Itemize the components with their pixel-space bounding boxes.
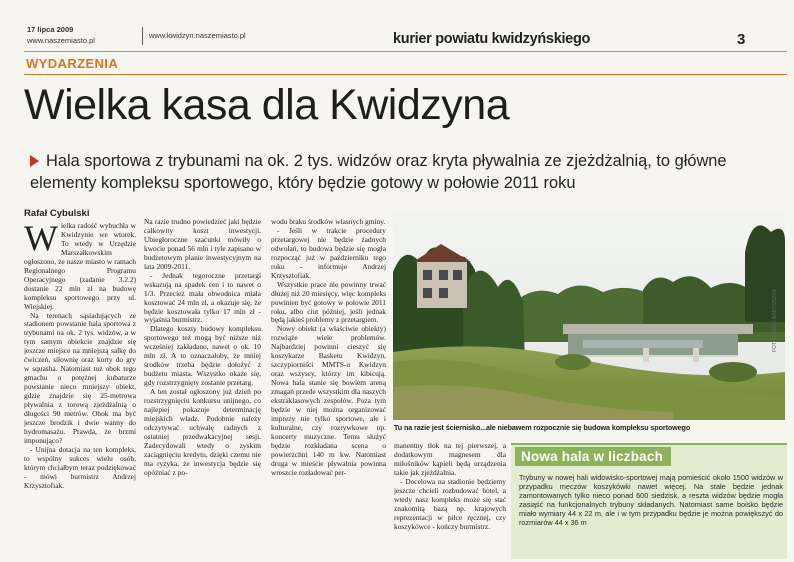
website-center: www.kwidzyn.naszemiasto.pl xyxy=(149,31,246,40)
lead-paragraph: Hala sportowa z trybunami na ok. 2 tys. widzów oraz kryta pływalnia ze zjeżdżalnią, to główne elementy kompleksu sportowego, który będzie gotowy w połowie 2011 roku xyxy=(30,152,727,192)
publication-name: kurier powiatu kwidzyńskiego xyxy=(393,31,591,47)
section-rule xyxy=(24,74,787,75)
article-column-1 xyxy=(24,222,136,557)
paragraph: Dlatego koszty budowy kompleksu sportowego też mogą być niższe niż wcześniej zakładano, nawet o ok. 10 mln zł. A to oznaczałoby, że mniej środków trzeba będzie dołożyć z budżetu miasta. Wszystko okaże się, gdy rozstrzygnięty zostanie przetarg. xyxy=(144,324,261,388)
paragraph: - Unijna dotacja na ten kompleks, to wspólny sukces wielu osób, którym chciałbym teraz podziękować - mówi burmistrz Andrzej Krzysztofiak. xyxy=(24,444,136,490)
article-column-4 xyxy=(394,442,506,556)
paragraph: Na terenach sąsiadujących ze stadionem powstanie hala sportowa z trybunami na ok. 2 tys. widzów, a w tym samym obiekcie znajdzie się jeszcze miejsce na mniejszą salkę do ćwiczeń, siłownię oraz korty do gry w squasha. Natomiast tuż obok tego gmachu o potężnej kubaturze powstanie nieco mniejszy obiekt, gdzie znajdzie się 25-metrowa pływalnia z torową zjeżdżalnią o długości 90 metrów. Obok ma być jeszcze brodzik i dwie wanny do hydromasażu. Prawda, że brzmi imponująco? xyxy=(24,310,136,445)
paragraph: Na razie trudno powiedzieć jaki będzie całkowity koszt inwestycji. Ubiegłoroczne szacunki mówiły o kwocie ponad 56 mln i tyle zapisano w budżetowym planie inwestycyjnym na lata 2009-2011. xyxy=(144,218,261,271)
paragraph: A ten został ogłoszony już dzień po rozstrzygnięciu konkursu unijnego, co najlepiej pokazuje determinację miejskich władz. Podobnie należy odczytywać uchwałę radnych z ostatniej przedwakacyjnej sesji. Zadecydowali wtedy o zyskim zaciągnięciu kredytu, dzięki czemu nie ma ryzyka, że inwestycja będzie się opóźniać z po- xyxy=(144,387,261,477)
photo-caption: Tu na razie jest ściernisko...ale niebawem rozpocznie się budowa kompleksu sportowego xyxy=(394,423,691,432)
page-number: 3 xyxy=(737,31,746,48)
paragraph: manentny tłok na tej pierwszej, a dodatkowym magnesem dla miłośników kąpieli będą urządzenia takie jak zjeżdżalnia. xyxy=(394,442,506,477)
paragraph: ielka radość wybuchła w Kwidzynie we wtorek. To wtedy w Urzędzie Marszałkowskim ogłoszono, że nasze miasto w ramach Regionalnego Programu Operacyjnego (zadanie 3.2.2) dostanie 22 mln zł na budowę kompleksu sportowego przy ul. Wiejskiej. xyxy=(24,222,136,311)
headline: Wielka kasa dla Kwidzyna xyxy=(24,81,510,129)
issue-date: 17 lipca 2009 xyxy=(27,25,74,34)
construction-site-photo xyxy=(393,212,785,420)
infobox-title: Nowa hala w liczbach xyxy=(515,447,671,466)
article-column-3 xyxy=(271,218,386,557)
author-byline: Rafał Cybulski xyxy=(24,208,90,219)
header-rule xyxy=(24,51,787,52)
photo-credit: FOT. ŁUKASZ BARTOSZKA xyxy=(772,288,778,352)
article-column-2 xyxy=(144,218,261,557)
paragraph: Nowy obiekt (a właściwie obiekty) rozwiąże wiele problemów. Najbardziej powinni cieszyć się koszykarze Basketu Kwidzyn, szczypiorniści MMTS-u Kwidzyn oraz wszyscy, którzy im kibicują. Nowa hala stanie się bowiem areną zmagań przede wszystkim dla naszych ekstraklasowych zespołów. Poza tym będzie w niej można organizować imprezy nie tylko sportowe, ale i kulturalne, czy rozrywkowe np. koncerty muzyczne. Temu służyć będzie rozkładana scena o powierzchni 140 m kw. Natomiast druga w mieście pływalnia powinna wreszcie rozładować per- xyxy=(271,324,386,477)
paragraph: - Jeśli w trakcie procedury przetargowej nie będzie żadnych odwołań, to budowa będzie się mogła rozpocząć już w październiku tego roku - informuje Andrzej Krzysztofiak. xyxy=(271,225,386,280)
paragraph: - Jednak tegoroczne przetargi wskazują na spadek cen i to nawet o 1/3. Przecież mała obwodnica miała kosztować 24 mln zł, a okazuje się, że będzie kosztowała tylko 17 mln zł - wyjaśnia burmistrz. xyxy=(144,270,261,325)
infobox-text: Trybuny w nowej hali widowisko-sportowej mają pomieścić około 1500 widzów w przypadku meczów koszykówki nawet więcej. Na stałe będzie jednak zamontowanych tylko nieco ponad 600 siedzisk, a reszta widzów będzie mogła zasiąść na funkcjonalnych trybuny składanych. Natomiast same boisko będzie miało wymiary 44 x 22 m, ale i w tym przypadku będzie je można powiększyć do rozmiarów 44 x 36 m xyxy=(519,473,783,527)
website-left: www.naszemiasto.pl xyxy=(27,36,95,45)
paragraph: wodu braku środków własnych gminy. xyxy=(271,218,386,226)
header-divider-left xyxy=(142,27,143,45)
drop-cap: W xyxy=(24,222,58,258)
paragraph: Wszystkie prace nie powinny trwać dłużej niż 20 miesięcy, więc kompleks powinien być gotowy w połowie 2011 roku, albo ciut później, jeśli jednak będą jakieś problemy z przetargiem. xyxy=(271,279,386,325)
section-label: WYDARZENIA xyxy=(26,56,119,71)
paragraph: - Docelowa na stadionie będziemy jeszcze chcieli rozbudować hotel, a wtedy nasz kompleks może się stać znakomitą bazą np. krajowych reprezentacji w piłce ręcznej, czy koszykówce - kończy burmistrz. xyxy=(394,476,506,531)
infobox-new-hall xyxy=(511,443,787,559)
